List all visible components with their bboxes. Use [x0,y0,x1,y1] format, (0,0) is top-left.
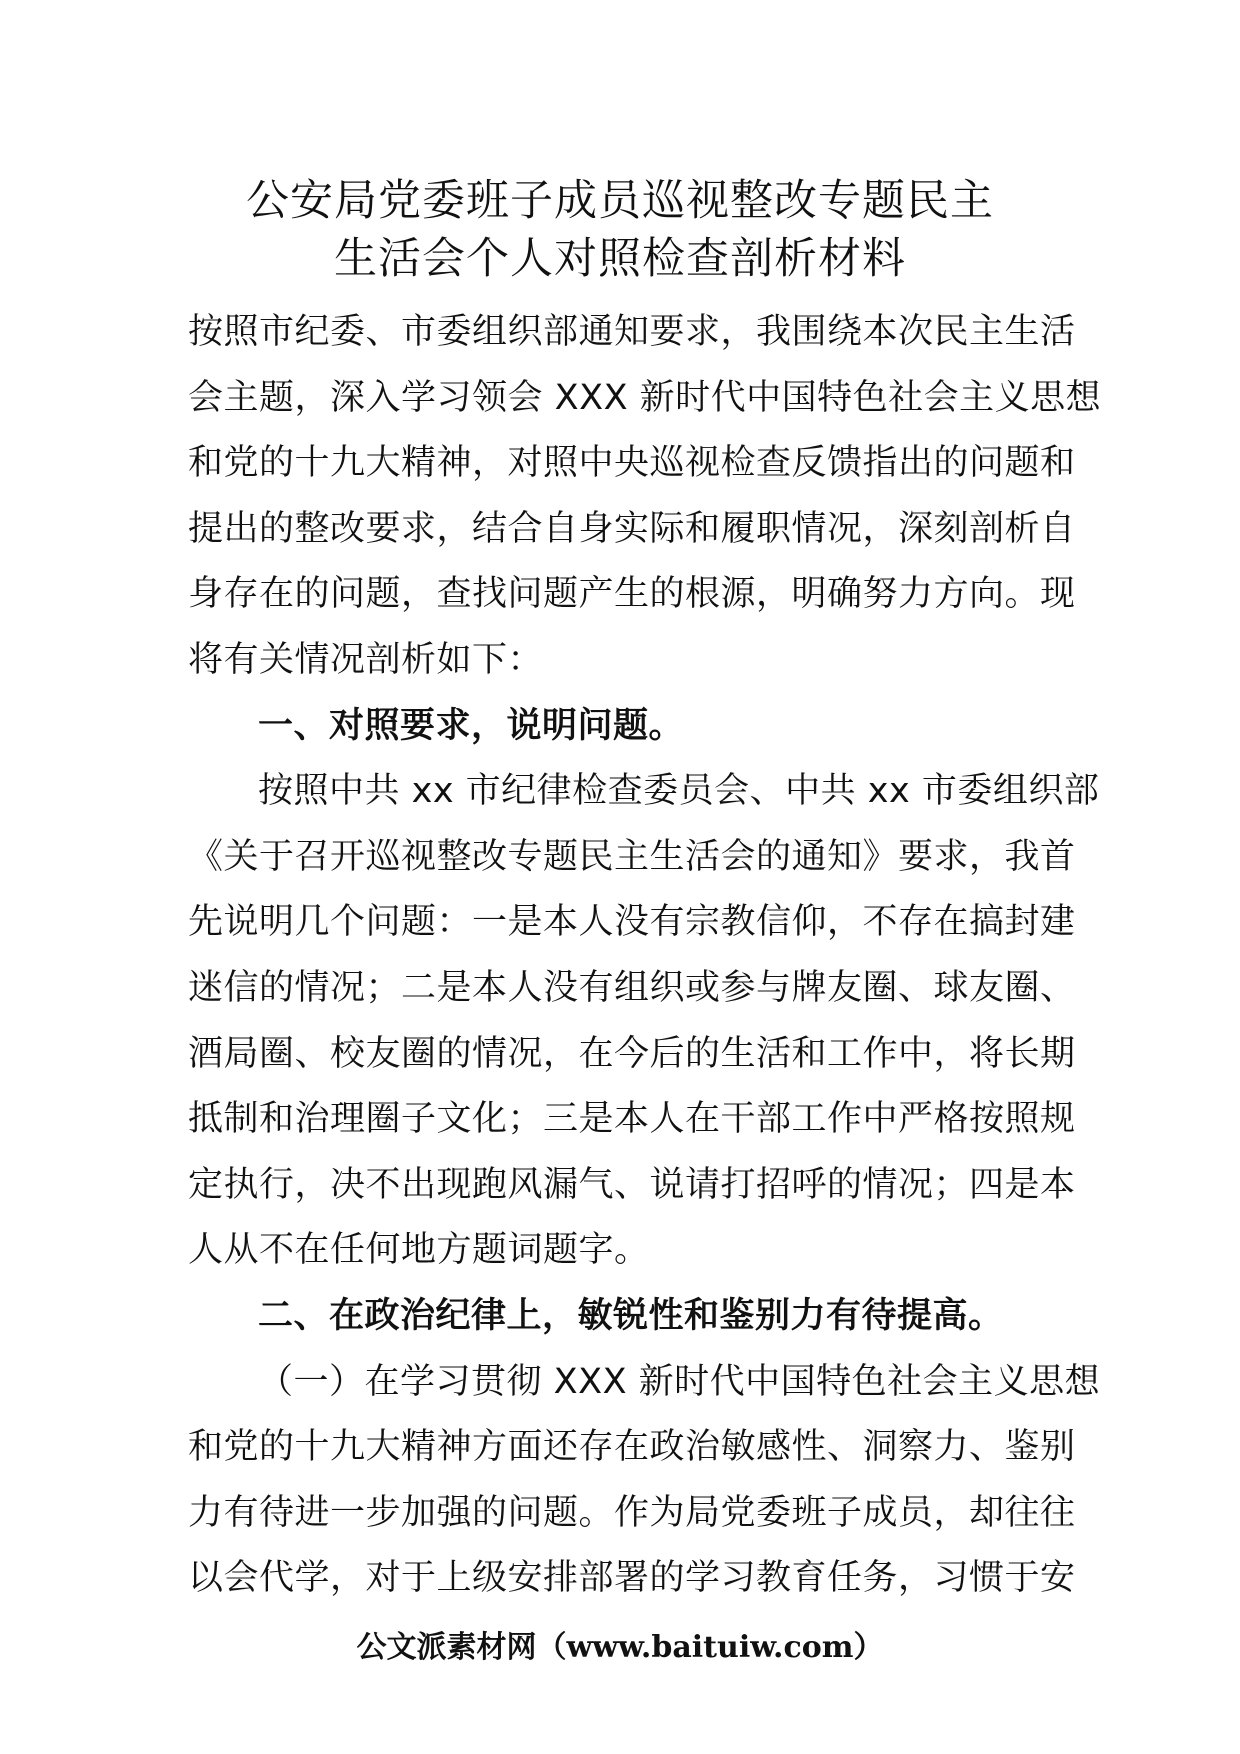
body-line: 力有待进一步加强的问题。作为局党委班子成员，却往往 [188,1492,1076,1533]
body-line: 提出的整改要求，结合自身实际和履职情况，深刻剖析自 [188,508,1076,549]
body-line: 迷信的情况；二是本人没有组织或参与牌友圈、球友圈、 [188,967,1076,1008]
document-body [188,300,1102,1612]
body-line: 抵制和治理圈子文化；三是本人在干部工作中严格按照规 [188,1099,1076,1140]
body-line: 将有关情况剖析如下： [188,639,544,680]
body-line: 按照中共 xx 市纪律检查委员会、中共 xx 市委组织部 [258,771,1100,812]
section-heading-1: 一、对照要求，说明问题。 [258,705,685,746]
document-title [170,172,1070,288]
body-line: 人从不在任何地方题词题字。 [188,1230,650,1271]
title-line-1: 公安局党委班子成员巡视整改专题民主 [246,176,994,226]
body-line: 和党的十九大精神，对照中央巡视检查反馈指出的问题和 [188,443,1076,484]
body-line: 《关于召开巡视整改专题民主生活会的通知》要求，我首 [188,836,1076,877]
body-line: 酒局圈、校友圈的情况，在今后的生活和工作中，将长期 [188,1033,1076,1074]
body-line: 定执行，决不出现跑风漏气、说请打招呼的情况；四是本 [188,1164,1076,1205]
body-line: 身存在的问题，查找问题产生的根源，明确努力方向。现 [188,574,1076,615]
body-line: （一）在学习贯彻 XXX 新时代中国特色社会主义思想 [258,1361,1101,1402]
body-line: 按照市纪委、市委组织部通知要求，我围绕本次民主生活 [188,312,1076,352]
body-line: 会主题，深入学习领会 XXX 新时代中国特色社会主义思想 [188,377,1102,418]
footer-watermark: 公文派素材网（www.baituiw.com） [356,1630,884,1665]
title-line-2: 生活会个人对照检查剖析材料 [334,234,906,284]
body-line: 以会代学，对于上级安排部署的学习教育任务，习惯于安 [188,1558,1076,1599]
body-line: 和党的十九大精神方面还存在政治敏感性、洞察力、鉴别 [188,1427,1076,1468]
body-line: 先说明几个问题：一是本人没有宗教信仰，不存在搞封建 [188,902,1076,943]
section-heading-2: 二、在政治纪律上，敏锐性和鉴别力有待提高。 [258,1295,1004,1336]
